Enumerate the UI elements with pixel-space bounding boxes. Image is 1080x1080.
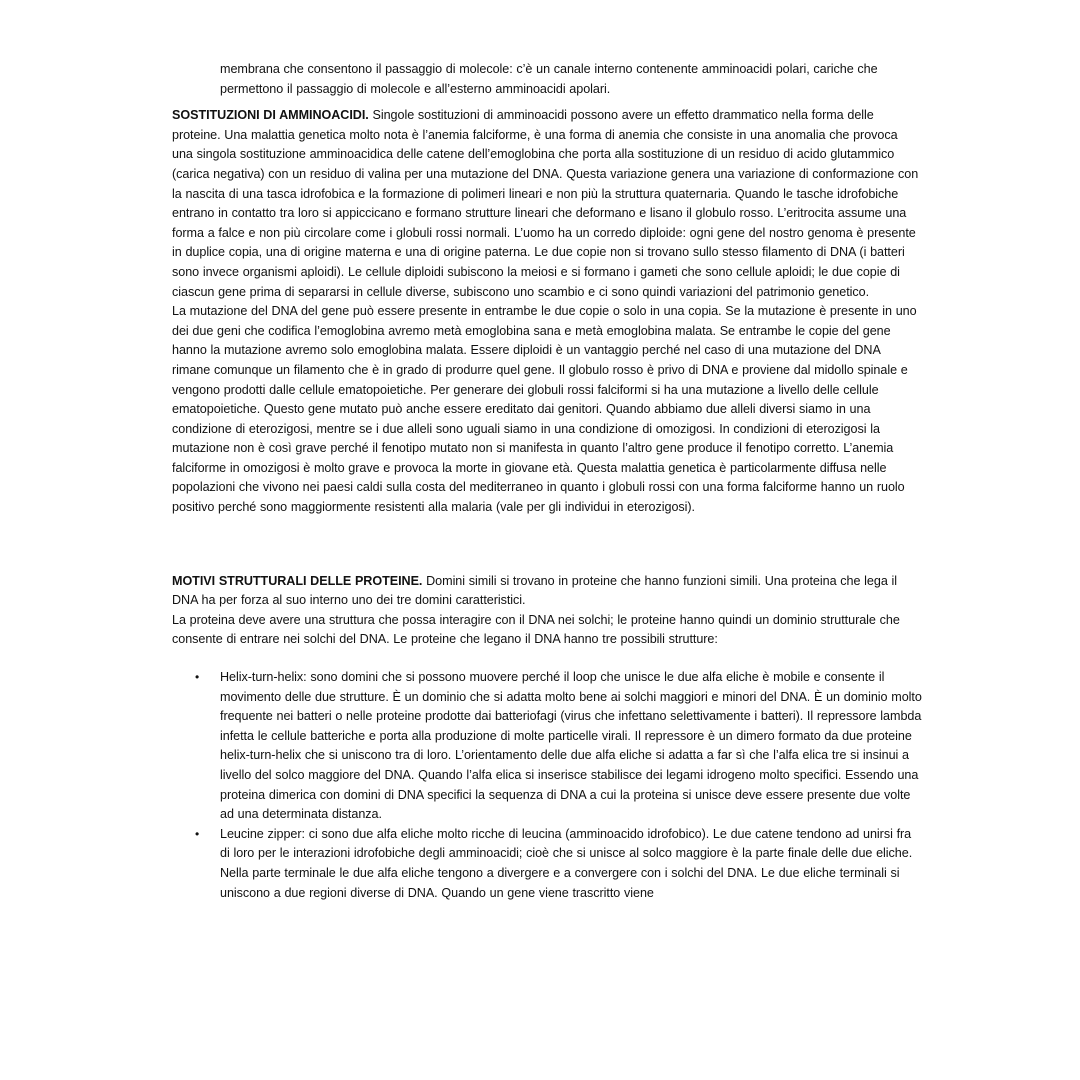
spacer	[172, 650, 922, 668]
section-heading-amino-acid-substitutions: SOSTITUZIONI DI AMMINOACIDI.	[172, 108, 369, 123]
section-text: Domini simili si trovano in proteine che hanno funzioni simili. Una proteina che lega il DNA ha per forza al suo interno uno dei tre domini caratteristici.	[172, 573, 898, 608]
dna-binding-structures-list	[172, 668, 922, 903]
bullet-icon: •	[195, 826, 200, 841]
intro-continuation-paragraph: membrana che consentono il passaggio di molecole: c’è un canale interno contenente amminoacidi polari, cariche che permettono il passaggio di molecole e all’esterno amminoacidi apolari.	[220, 62, 878, 96]
spacer	[172, 518, 922, 572]
list-item-leucine-zipper	[172, 825, 922, 903]
dna-binding-paragraph: La proteina deve avere una struttura che possa interagire con il DNA nei solchi; le proteine hanno quindi un dominio strutturale che consente di entrare nei solchi del DNA. Le proteine che legano il DNA hanno tre possibili strutture:	[172, 612, 900, 647]
section-text: Singole sostituzioni di amminoacidi possono avere un effetto drammatico nella forma delle proteine. Una malattia genetica molto nota è l’anemia falciforme, è una forma di anemia che consiste in una anomalia che provoca una singola sostituzione amminoacidica delle catene dell’emoglobina che porta alla sostituzione di un residuo di acido glutammico (carica negativa) con un residuo di valina per una mutazione del DNA. Questa variazione genera una variazione di conformazione con la nascita di una tasca idrofobica e la formazione di polimeri lineari e non più la struttura quaternaria. Quando le tasche idrofobiche entrano in contatto tra loro si appiccicano e formano strutture lineari che deformano e lisano il globulo rosso. L’eritrocita assume una forma a falce e non più circolare come i globuli rossi normali. L’uomo ha un corredo diploide: ogni gene del nostro genoma è presente in duplice copia, una di origine materna e una di origine paterna. Le due copie non si trovano sullo stesso filamento di DNA (i batteri sono invece organismi aploidi). Le cellule diploidi subiscono la meiosi e si formano i gameti che sono cellule aploidi; le due copie di ciascun gene prima di separarsi in cellule diverse, subiscono uno scambio e ci sono quindi variazioni del patrimonio genetico.	[172, 108, 919, 299]
section-amino-acid-substitutions-paragraph	[172, 106, 922, 302]
list-item-helix-turn-helix	[172, 668, 922, 825]
list-item-text: Helix-turn-helix: sono domini che si possono muovere perché il loop che unisce le due alfa eliche è mobile e consente il movimento delle due strutture. È un dominio che si adatta molto bene ai solchi maggiori e minori del DNA. È un dominio molto frequente nei batteri o nelle proteine prodotte dai batteriofagi (virus che infettano selettivamente i batteri). Il repressore lambda infetta le cellule batteriche e porta alla produzione di molte particelle virali. Il repressore è un dimero formato da due proteine helix-turn-helix che si uniscono tra di loro. L’orientamento delle due alfa eliche si adatta a far sì che l’alfa elica tre si insinui a livello del solco maggiore del DNA. Quando l’alfa elica si inserisce stabilisce dei legami idrogeno molto specifici. Essendo una proteina dimerica con domini di DNA specifici la sequenza di DNA a cui la proteina si unisce deve essere presente due volte ad una determinata distanza.	[220, 670, 922, 822]
spacer	[172, 99, 922, 106]
document-page	[172, 60, 922, 903]
list-item-text: Leucine zipper: ci sono due alfa eliche molto ricche di leucina (amminoacido idrofobico). Le due catene tendono ad unirsi fra di loro per le interazioni idrofobiche degli amminoacidi; cioè che si unisce al solco maggiore è la parte finale delle due eliche. Nella parte terminale le due alfa eliche tengono a divergere e a convergere con i solchi del DNA. Le due eliche terminali si uniscono a due regioni diverse di DNA. Quando un gene viene trascritto viene	[220, 826, 913, 900]
mutation-paragraph: La mutazione del DNA del gene può essere presente in entrambe le due copie o solo in una copia. Se la mutazione è presente in uno dei due geni che codifica l’emoglobina avremo metà emoglobina sana e metà emoglobina malata. Se entrambe le copie del gene hanno la mutazione avremo solo emoglobina malata. Essere diploidi è un vantaggio perché nel caso di una mutazione del DNA rimane comunque un filamento che è in grado di produrre quel gene. Il globulo rosso è privo di DNA e proviene dal midollo spinale e vengono prodotti dalle cellule ematopoietiche. Per generare dei globuli rossi falciformi si ha una mutazione a livello delle cellule ematopoietiche. Questo gene mutato può anche essere ereditato dai genitori. Quando abbiamo due alleli diversi siamo in una condizione di eterozigosi, mentre se i due alleli sono uguali siamo in una condizione di omozigosi. In condizioni di eterozigosi la mutazione non è così grave perché il fenotipo mutato non si manifesta in quanto l’altro gene produce il fenotipo corretto. L’anemia falciforme in omozigosi è molto grave e provoca la morte in giovane età. Questa malattia genetica è particolarmente diffusa nelle popolazioni che vivono nei paesi caldi sulla costa del mediterraneo in quanto i globuli rossi con una forma falciforme hanno un ruolo positivo perché sono maggiormente resistenti alla malaria (vale per gli individui in eterozigosi).	[172, 304, 917, 515]
section-heading-structural-motifs: MOTIVI STRUTTURALI DELLE PROTEINE.	[172, 573, 423, 588]
section-structural-motifs-paragraph	[172, 572, 922, 611]
bullet-icon: •	[195, 670, 200, 685]
